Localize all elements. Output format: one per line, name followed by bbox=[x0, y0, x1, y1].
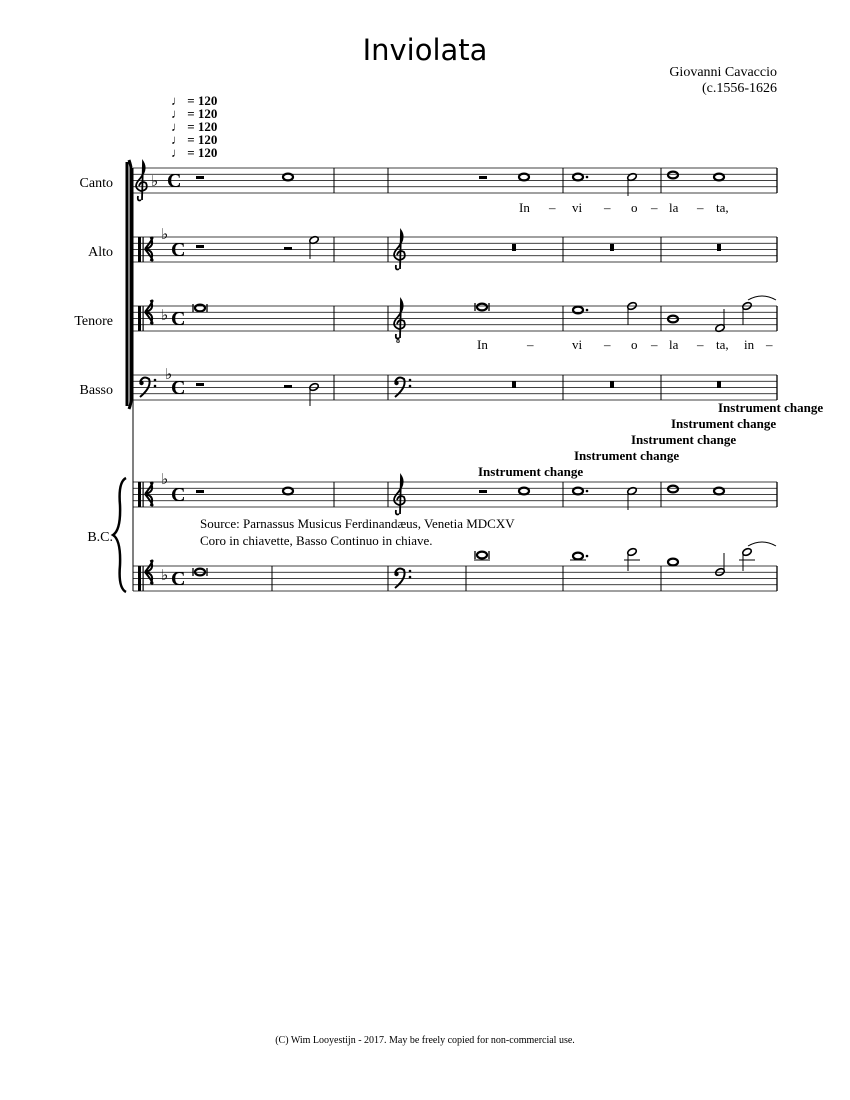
half-rest bbox=[196, 245, 204, 248]
staff-labels bbox=[74, 176, 113, 545]
flat-icon: ♭ bbox=[151, 172, 159, 190]
tempo-markings bbox=[171, 93, 217, 160]
tempo-mark: ♩ = 120 bbox=[171, 132, 218, 147]
note-dot bbox=[586, 309, 589, 312]
label-alto: Alto bbox=[88, 245, 113, 260]
bass-clef-dot bbox=[394, 572, 398, 576]
bass-clef-dot bbox=[409, 385, 412, 388]
lyric: la bbox=[669, 337, 679, 352]
c-clef-icon bbox=[138, 237, 141, 262]
c-clef-bar bbox=[143, 237, 144, 262]
whole-note bbox=[668, 559, 678, 566]
instrument-changes bbox=[478, 400, 823, 479]
bass-clef-dot bbox=[409, 576, 412, 579]
breve-rest bbox=[512, 381, 516, 388]
lyric: In bbox=[477, 337, 488, 352]
instrument-change: Instrument change bbox=[478, 464, 584, 479]
bass-clef-dot bbox=[154, 379, 157, 382]
whole-note bbox=[283, 174, 293, 181]
time-signature: C bbox=[167, 170, 182, 192]
tempo-mark: ♩ = 120 bbox=[171, 93, 218, 108]
lyric: in bbox=[744, 337, 755, 352]
source-line: Source: Parnassus Musicus Ferdinandæus, Venetia MDCXV bbox=[200, 516, 515, 531]
flat-icon: ♭ bbox=[161, 225, 169, 243]
lyric: ta, bbox=[716, 337, 729, 352]
breve-rest bbox=[717, 244, 721, 251]
tenore-lyrics bbox=[477, 337, 773, 352]
label-bc: B.C. bbox=[87, 530, 113, 545]
flat-icon: ♭ bbox=[165, 365, 173, 383]
instrument-change: Instrument change bbox=[718, 400, 824, 415]
flat-icon: ♭ bbox=[161, 306, 169, 324]
breve-rest bbox=[610, 381, 614, 388]
half-rest bbox=[196, 383, 204, 386]
tie bbox=[748, 542, 776, 546]
whole-note bbox=[195, 305, 205, 312]
note-dot bbox=[586, 555, 589, 558]
time-signature: C bbox=[171, 377, 186, 399]
composer: Giovanni Cavaccio bbox=[669, 65, 777, 80]
dates: (c.1556-1626 bbox=[701, 81, 777, 96]
time-signature: C bbox=[171, 484, 186, 506]
whole-note bbox=[283, 488, 293, 495]
whole-note bbox=[714, 488, 724, 495]
label-basso: Basso bbox=[79, 383, 113, 398]
time-signature: C bbox=[171, 239, 186, 261]
lyric: la bbox=[669, 200, 679, 215]
breve-rest bbox=[717, 381, 721, 388]
breve-rest bbox=[610, 244, 614, 251]
c-clef-bar bbox=[143, 566, 144, 591]
note-dot bbox=[586, 490, 589, 493]
whole-note bbox=[477, 552, 487, 559]
c-clef-icon bbox=[138, 482, 141, 507]
time-signature: C bbox=[171, 568, 186, 590]
time-signature: C bbox=[171, 308, 186, 330]
half-rest bbox=[196, 176, 204, 179]
title: Inviolata bbox=[362, 33, 488, 67]
c-clef-icon bbox=[138, 306, 141, 331]
flat-icon: ♭ bbox=[161, 470, 169, 488]
source-line: Coro in chiavette, Basso Continuo in chiave. bbox=[200, 533, 433, 548]
lyric: – bbox=[604, 200, 611, 215]
lyric: vi bbox=[572, 337, 583, 352]
whole-note bbox=[573, 488, 583, 495]
lyric: – bbox=[651, 337, 658, 352]
c-clef-bar bbox=[143, 482, 144, 507]
half-rest bbox=[479, 490, 487, 493]
label-canto: Canto bbox=[79, 176, 113, 191]
tempo-mark: ♩ = 120 bbox=[171, 106, 218, 121]
lyric: – bbox=[527, 337, 534, 352]
lyric: – bbox=[766, 337, 773, 352]
whole-note bbox=[573, 307, 583, 314]
lyric: o bbox=[631, 200, 638, 215]
lyric: – bbox=[651, 200, 658, 215]
lyric: In bbox=[519, 200, 530, 215]
half-rest bbox=[284, 247, 292, 250]
whole-note bbox=[519, 174, 529, 181]
bracket bbox=[127, 160, 131, 409]
brace bbox=[113, 478, 126, 592]
whole-note bbox=[668, 486, 678, 493]
lyric: vi bbox=[572, 200, 583, 215]
tie bbox=[748, 296, 776, 300]
bass-clef-dot bbox=[139, 381, 143, 385]
breve-rest bbox=[512, 244, 516, 251]
whole-note bbox=[573, 553, 583, 560]
copyright: (C) Wim Looyestijn - 2017. May be freely copied for non-commercial use. bbox=[275, 1035, 575, 1046]
note-dot bbox=[586, 176, 589, 179]
lyric: – bbox=[697, 337, 704, 352]
label-tenore: Tenore bbox=[74, 314, 113, 329]
whole-note bbox=[668, 172, 678, 179]
half-rest bbox=[284, 385, 292, 388]
tempo-mark: ♩ = 120 bbox=[171, 145, 218, 160]
c-clef-bar bbox=[143, 306, 144, 331]
lyric: – bbox=[549, 200, 556, 215]
lyric: – bbox=[604, 337, 611, 352]
half-rest bbox=[479, 176, 487, 179]
instrument-change: Instrument change bbox=[631, 432, 737, 447]
tempo-mark: ♩ = 120 bbox=[171, 119, 218, 134]
lyric: ta, bbox=[716, 200, 729, 215]
instrument-change: Instrument change bbox=[574, 448, 680, 463]
c-clef-curve bbox=[145, 482, 153, 505]
lyric: o bbox=[631, 337, 638, 352]
whole-note bbox=[477, 304, 487, 311]
half-rest bbox=[196, 490, 204, 493]
whole-note bbox=[573, 174, 583, 181]
canto-lyrics bbox=[519, 200, 729, 215]
whole-note bbox=[668, 316, 678, 323]
c-clef-icon bbox=[138, 566, 141, 591]
bass-clef-dot bbox=[154, 385, 157, 388]
octave-mark: 8 bbox=[396, 336, 400, 345]
bass-clef-dot bbox=[409, 570, 412, 573]
lyric: – bbox=[697, 200, 704, 215]
bass-clef-dot bbox=[409, 379, 412, 382]
c-clef-curve bbox=[145, 237, 153, 260]
whole-note bbox=[714, 174, 724, 181]
instrument-change: Instrument change bbox=[671, 416, 777, 431]
bass-clef-dot bbox=[394, 381, 398, 385]
whole-note bbox=[519, 488, 529, 495]
flat-icon: ♭ bbox=[161, 566, 169, 584]
